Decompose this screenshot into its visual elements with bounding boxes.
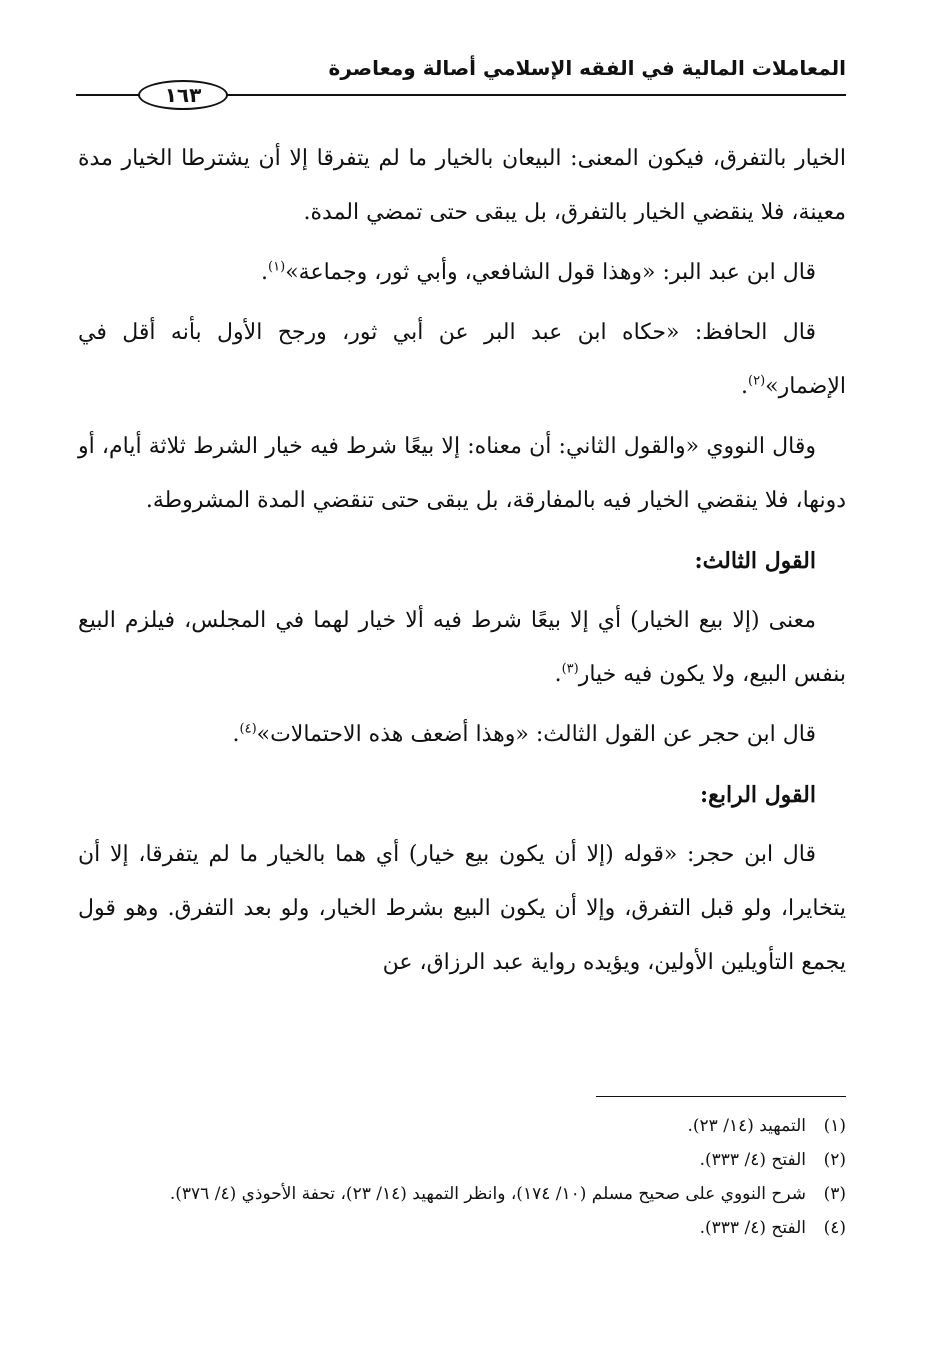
footnote-number: (١)	[823, 1116, 846, 1136]
footnote-ref: (٣)	[561, 661, 579, 677]
running-title: المعاملات المالية في الفقه الإسلامي أصالة ومعاصرة	[328, 56, 846, 80]
footnote-text: الفتح (٤/ ٣٣٣).	[699, 1218, 806, 1238]
footnote-text: التمهيد (١٤/ ٢٣).	[687, 1116, 806, 1136]
footnote-number: (٢)	[823, 1150, 846, 1170]
paragraph: الخيار بالتفرق، فيكون المعنى: البيعان بالخيار ما لم يتفرقا إلا أن يشترطا الخيار مدة معينة، فلا ينقضي الخيار بالتفرق، بل يبقى حتى تمضي المدة.	[78, 146, 846, 225]
main-text	[78, 132, 846, 996]
page-header	[76, 56, 846, 106]
page-number-oval	[138, 80, 228, 110]
paragraph: وقال النووي «والقول الثاني: أن معناه: إلا بيعًا شرط فيه خيار الشرط ثلاثة أيام، أو دونها، فلا ينقضي الخيار فيه بالمفارقة، بل يبقى حتى تنقضي المدة المشروطة.	[78, 434, 846, 513]
footnote-ref: (٤)	[239, 721, 257, 737]
footnote-text: شرح النووي على صحيح مسلم (١٠/ ١٧٤)، وانظر التمهيد (١٤/ ٢٣)، تحفة الأحوذي (٤/ ٣٧٦).	[169, 1184, 806, 1204]
paragraph: قال الحافظ: «حكاه ابن عبد البر عن أبي ثور، ورجح الأول بأنه أقل في الإضمار»$^{(٢)}$.	[78, 320, 846, 399]
footnote-ref: (١)	[268, 259, 286, 275]
footnote-number: (٤)	[823, 1218, 846, 1238]
footnote	[66, 1112, 846, 1140]
paragraph: معنى (إلا بيع الخيار) أي إلا بيعًا شرط فيه ألا خيار لهما في المجلس، فيلزم البيع بنفس البيع، ولا يكون فيه خيار$^{(٣)}$.	[78, 608, 846, 687]
footnote	[66, 1180, 846, 1208]
paragraph: قال ابن حجر: «قوله (إلا أن يكون بيع خيار) أي هما بالخيار ما لم يتفرقا، إلا أن يتخايرا، ولو قبل التفرق، وإلا أن يكون البيع بشرط الخيار، ولو بعد التفرق. وهو قول يجمع التأويلين الأولين، ويؤيده رواية عبد الرزاق، عن	[78, 842, 846, 975]
footnotes	[66, 1112, 846, 1248]
paragraph: قال ابن حجر عن القول الثالث: «وهذا أضعف هذه الاحتمالات»$^{(٤)}$.	[232, 721, 816, 747]
page-number: ١٦٣	[164, 83, 202, 107]
section-heading: القول الثالث:	[694, 548, 816, 574]
footnote-text: الفتح (٤/ ٣٣٣).	[699, 1150, 806, 1170]
section-heading: القول الرابع:	[700, 782, 816, 808]
footnote-number: (٣)	[823, 1184, 846, 1204]
footnote-separator	[596, 1096, 846, 1097]
footnote	[66, 1146, 846, 1174]
footnote	[66, 1214, 846, 1242]
paragraph: قال ابن عبد البر: «وهذا قول الشافعي، وأبي ثور، وجماعة»$^{(١)}$.	[261, 259, 816, 285]
footnote-ref: (٢)	[748, 373, 766, 389]
